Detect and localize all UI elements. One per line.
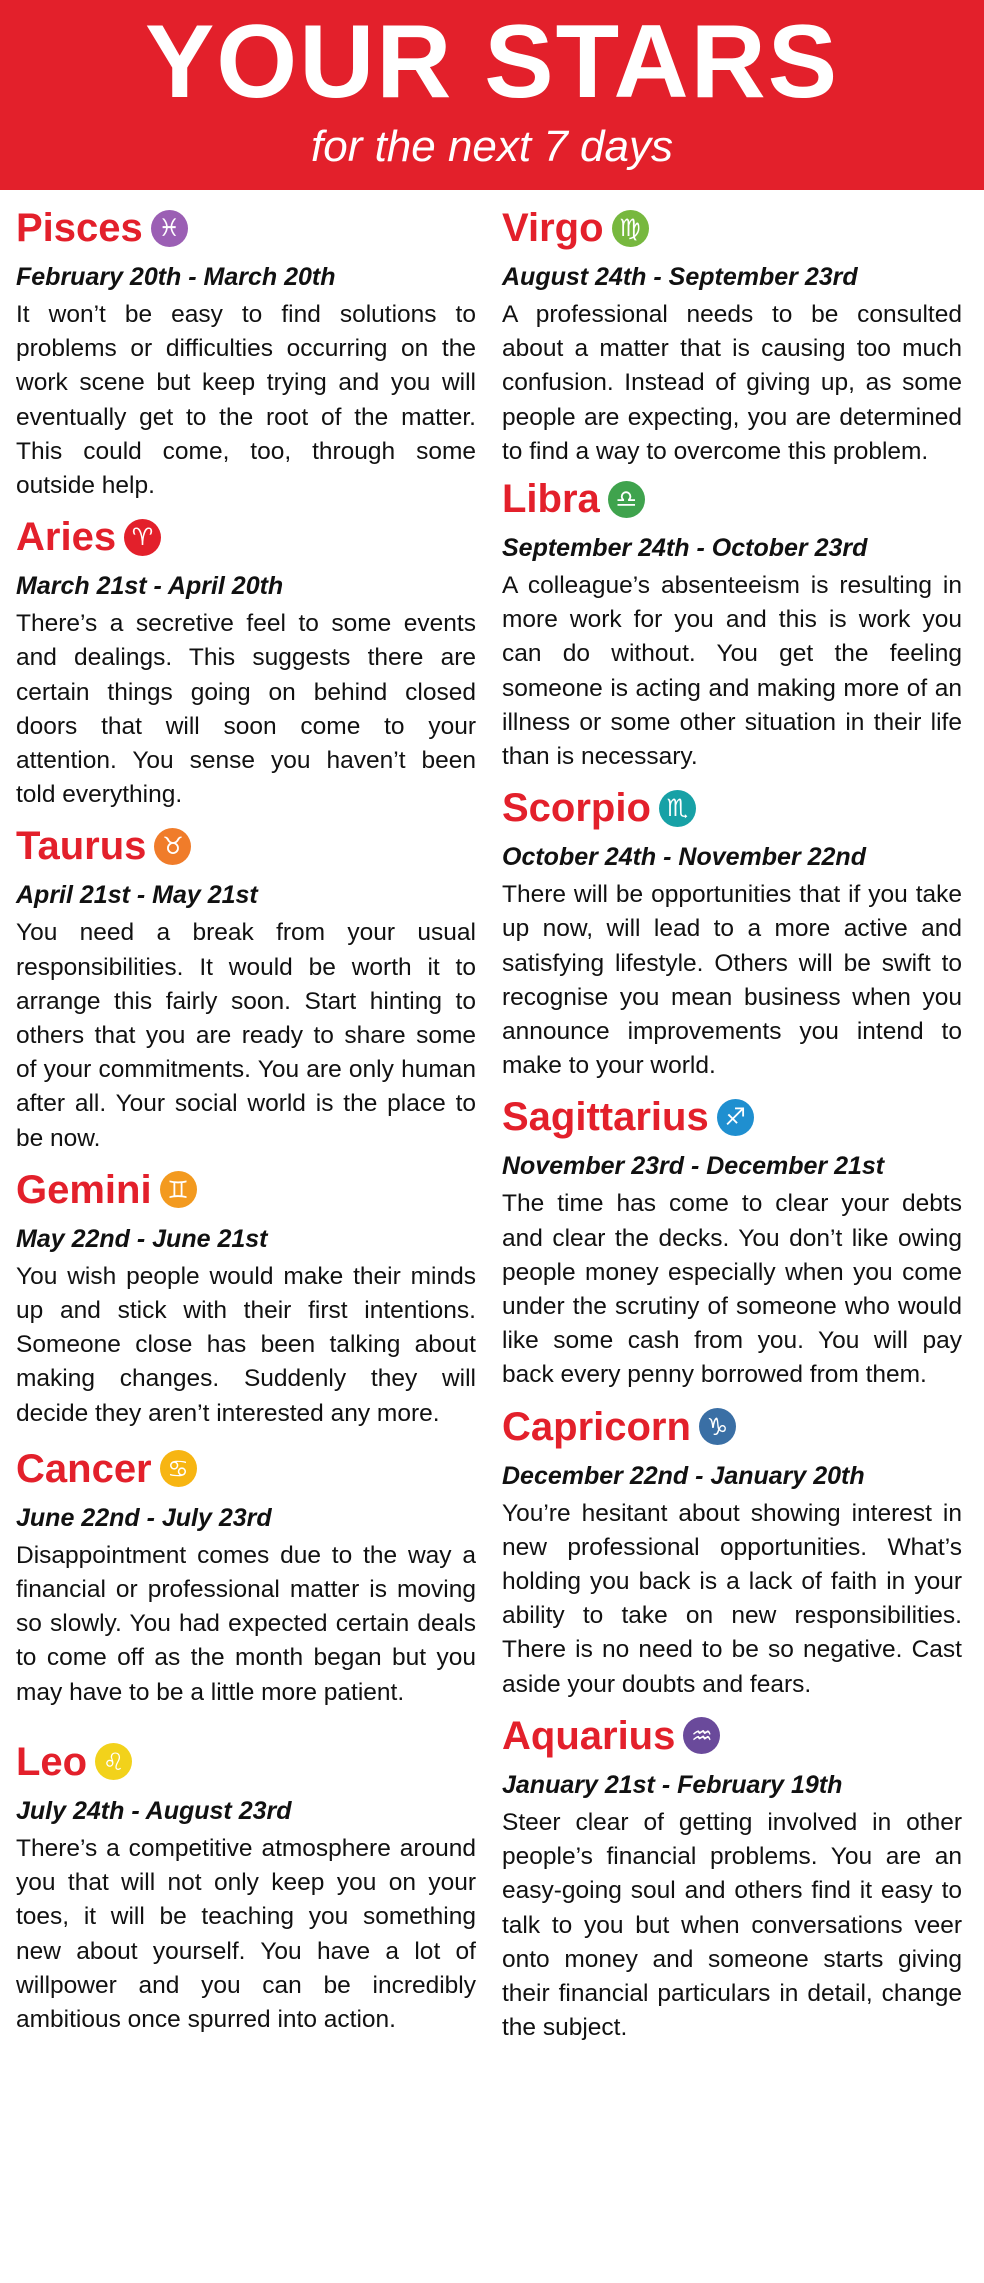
aquarius-icon: ♒ [683, 1717, 720, 1754]
sign-dates: February 20th - March 20th [16, 263, 336, 291]
sign-forecast-text: A colleague’s absenteeism is resulting in more work for you and this is work you can do without. You get the feeling someone is acting and making more of an illness or some other situation in their life than is necessary. [502, 572, 962, 771]
sign-entry-aquarius [502, 1708, 962, 2045]
sign-forecast-text: There will be opportunities that if you take up now, will lead to a more active and satisfying lifestyle. Others will be swift to recognise you mean business when you announce improvements you intend to make to your world. [502, 881, 962, 1080]
sign-entry-leo [16, 1734, 476, 2037]
sign-forecast-text: A professional needs to be consulted about a matter that is causing too much confusion. Instead of giving up, as some people are expecting, you are determined to find a way to overcome this problem. [502, 301, 962, 465]
sign-header [16, 1162, 476, 1218]
sign-entry-cancer [16, 1441, 476, 1710]
sign-entry-pisces [16, 200, 476, 503]
sagittarius-icon: ♐ [717, 1099, 754, 1136]
libra-icon: ♎ [608, 481, 645, 518]
sign-name: Libra [502, 477, 600, 522]
sign-forecast-text: It won’t be easy to find solutions to problems or difficulties occurring on the work scene but keep trying and you will eventually get to the root of the matter. This could come, too, through some outside help. [16, 301, 476, 500]
scorpio-icon: ♏ [659, 790, 696, 827]
sign-name: Gemini [16, 1167, 152, 1212]
cancer-icon: ♋ [160, 1450, 197, 1487]
sign-forecast-text: There’s a secretive feel to some events and dealings. This suggests there are certain things going on behind closed doors that will soon come to your attention. You sense you haven’t been told everything. [16, 610, 476, 809]
sign-header [16, 509, 476, 565]
sign-name: Taurus [16, 824, 147, 869]
sign-dates: May 22nd - June 21st [16, 1224, 268, 1253]
sign-dates: September 24th - October 23rd [502, 534, 868, 563]
sign-header [502, 471, 962, 527]
sign-header [16, 818, 476, 874]
sign-name: Aries [16, 515, 117, 560]
sign-header [502, 1089, 962, 1145]
header-banner [0, 0, 984, 190]
pisces-icon: ♓ [151, 210, 188, 247]
sign-entry-gemini [16, 1162, 476, 1431]
sign-entry-taurus [16, 818, 476, 1155]
sign-name: Aquarius [502, 1713, 676, 1758]
gemini-icon: ♊ [160, 1171, 197, 1208]
capricorn-icon: ♑ [699, 1408, 736, 1445]
sign-name: Cancer [16, 1446, 152, 1491]
sign-name: Scorpio [502, 786, 651, 831]
sign-dates: June 22nd - July 23rd [16, 1503, 272, 1532]
sign-forecast-text: There’s a competitive atmosphere around you that will not only keep you on your toes, it will be teaching you something new about yourself. You have a lot of willpower and you can be incredibly ambitious once spurred into action. [16, 1834, 476, 2033]
sign-header [502, 1399, 962, 1455]
sign-dates: October 24th - November 22nd [502, 843, 866, 872]
sign-entry-scorpio [502, 780, 962, 1083]
sign-name: Pisces [16, 206, 143, 250]
sign-entry-sagittarius [502, 1089, 962, 1392]
sign-dates: December 22nd - January 20th [502, 1461, 865, 1490]
sign-dates: August 24th - September 23rd [502, 263, 858, 291]
sign-dates: January 21st - February 19th [502, 1770, 843, 1799]
sign-entry-aries [16, 509, 476, 812]
sign-name: Sagittarius [502, 1095, 709, 1140]
left-column [16, 200, 476, 2045]
sign-dates: November 23rd - December 21st [502, 1152, 885, 1181]
sign-header [502, 200, 962, 256]
sign-header [16, 1734, 476, 1790]
sign-entry-capricorn [502, 1399, 962, 1702]
sign-entry-libra [502, 471, 962, 774]
aries-icon: ♈ [124, 519, 161, 556]
page-subtitle: for the next 7 days [311, 122, 673, 171]
sign-header [16, 200, 476, 256]
sign-forecast-text: You need a break from your usual responsibilities. It would be worth it to arrange this fairly soon. Start hinting to others that you are ready to share some of your commitments. You are only human after all. Your social world is the place to be now. [16, 919, 476, 1152]
sign-name: Leo [16, 1739, 88, 1784]
leo-icon: ♌ [95, 1743, 132, 1780]
page-title: YOUR STARS [144, 4, 840, 120]
sign-header [502, 780, 962, 836]
sign-header [502, 1708, 962, 1764]
sign-dates: March 21st - April 20th [16, 572, 284, 601]
sign-forecast-text: Steer clear of getting involved in other people’s financial problems. You are an easy-going soul and others find it easy to talk to you but when conversations veer onto money and someone starts giving their financial particulars in detail, change the subject. [502, 1808, 962, 2042]
virgo-icon: ♍ [612, 210, 649, 247]
right-column [502, 200, 962, 2045]
sign-forecast-text: Disappointment comes due to the way a financial or professional matter is moving so slowly. You had expected certain deals to come off as the month began but you may have to be a little more patient. [16, 1541, 476, 1706]
sign-header [16, 1441, 476, 1497]
sign-dates: July 24th - August 23rd [16, 1796, 292, 1825]
sign-forecast-text: You’re hesitant about showing interest in new professional opportunities. What’s holding you back is a lack of faith in your ability to take on new responsibilities. There is no need to be so negative. Cast aside your doubts and fears. [502, 1499, 962, 1698]
sign-name: Virgo [502, 206, 604, 250]
sign-forecast-text: The time has come to clear your debts and clear the decks. You don’t like owing people money especially when you come under the scrutiny of someone who would like some cash from you. You will pay back every penny borrowed from them. [502, 1190, 962, 1389]
sign-forecast-text: You wish people would make their minds up and stick with their first intentions. Someone close has been talking about making changes. Suddenly they will decide they aren’t interested any more. [16, 1262, 476, 1427]
sign-entry-virgo [502, 200, 962, 469]
taurus-icon: ♉ [154, 828, 191, 865]
sign-dates: April 21st - May 21st [16, 881, 258, 910]
horoscope-columns [0, 190, 984, 2045]
sign-name: Capricorn [502, 1404, 691, 1449]
